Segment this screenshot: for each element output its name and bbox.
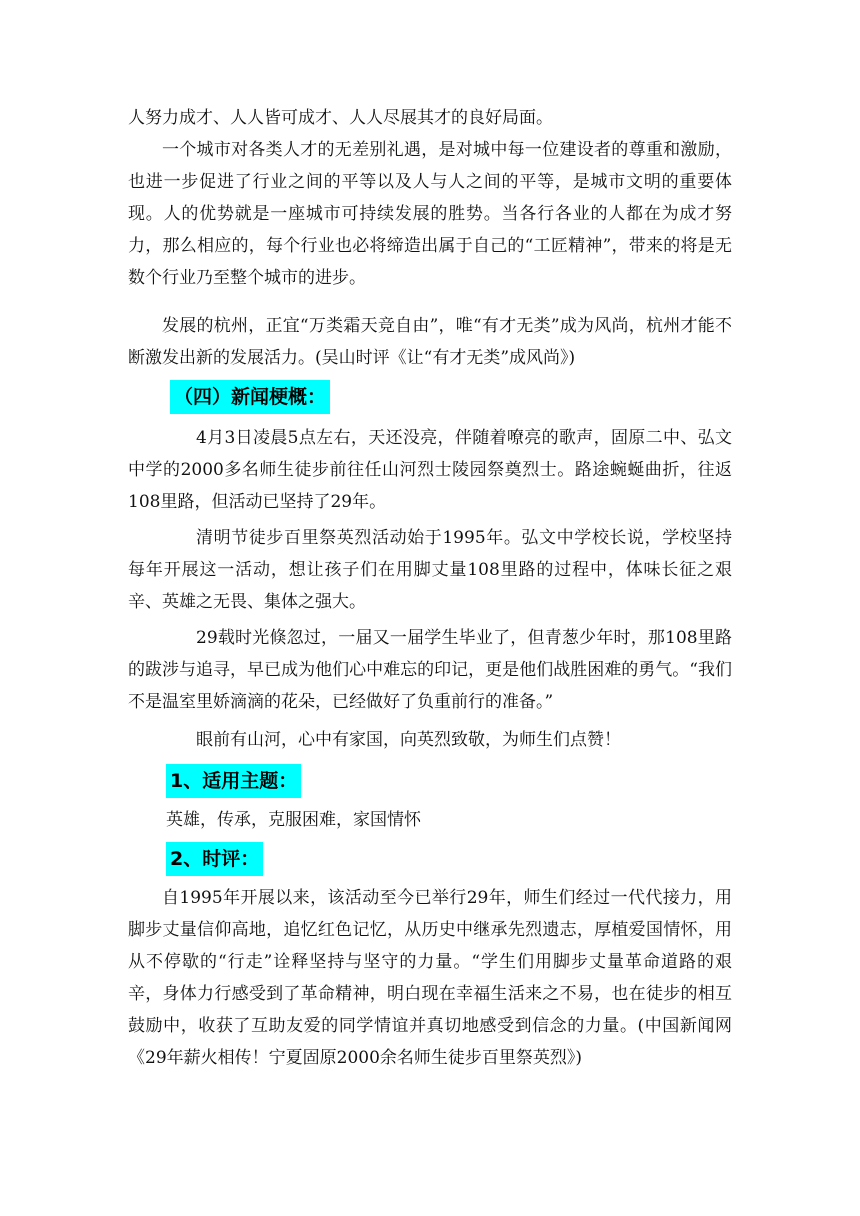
paragraph-news-4: 眼前有山河，心中有家国，向英烈致敬，为师生们点赞！ [196,730,621,750]
section-heading-themes: 1、适用主题： [166,764,301,798]
themes-list: 英雄，传承，克服困难，家国情怀 [166,810,421,830]
paragraph-news-2: 清明节徒步百里祭英烈活动始于1995年。弘文中学校长说，学校坚持每年开展这一活动，想让孩子们在用脚丈量108里路的过程中，体味长征之艰辛、英雄之无畏、集体之强大。 [128,528,732,612]
section-heading-news-summary: （四）新闻梗概： [170,380,330,414]
section-heading-commentary: 2、时评： [166,842,263,876]
paragraph-hangzhou: 发展的杭州，正宜“万类霜天竞自由”，唯“有才无类”成为风尚，杭州才能不断激发出新的发展活力。(吴山时评《让“有才无类”成风尚》) [128,316,732,368]
paragraph-news-1: 4月3日凌晨5点左右，天还没亮，伴随着嘹亮的歌声，固原二中、弘文中学的2000多名师生徒步前往任山河烈士陵园祭奠烈士。路途蜿蜒曲折，往返108里路，但活动已坚持了29年。 [128,428,732,512]
paragraph-talent-closing: 人努力成才、人人皆可成才、人人尽展其才的良好局面。 [128,108,553,128]
paragraph-city-talent: 一个城市对各类人才的无差别礼遇，是对城中每一位建设者的尊重和激励，也进一步促进了行业之间的平等以及人与人之间的平等，是城市文明的重要体现。人的优势就是一座城市可持续发展的胜势。当各行各业的人都在为成才努力，那么相应的，每个行业也必将缔造出属于自己的“工匠精神”，带来的将是无数个行业乃至整个城市的进步。 [128,140,732,288]
paragraph-news-3: 29载时光倏忽过，一届又一届学生毕业了，但青葱少年时，那108里路的跋涉与追寻，早已成为他们心中难忘的印记，更是他们战胜困难的勇气。“我们不是温室里娇滴滴的花朵，已经做好了负重前行的准备。” [128,628,732,712]
paragraph-commentary: 自1995年开展以来，该活动至今已举行29年，师生们经过一代代接力，用脚步丈量信仰高地，追忆红色记忆，从历史中继承先烈遗志，厚植爱国情怀，用从不停歇的“行走”诠释坚持与坚守的力量。“学生们用脚步丈量革命道路的艰辛，身体力行感受到了革命精神，明白现在幸福生活来之不易，也在徒步的相互鼓励中，收获了互助友爱的同学情谊并真切地感受到信念的力量。(中国新闻网《29年薪火相传！宁夏固原2000余名师生徒步百里祭英烈》) [128,888,732,1068]
